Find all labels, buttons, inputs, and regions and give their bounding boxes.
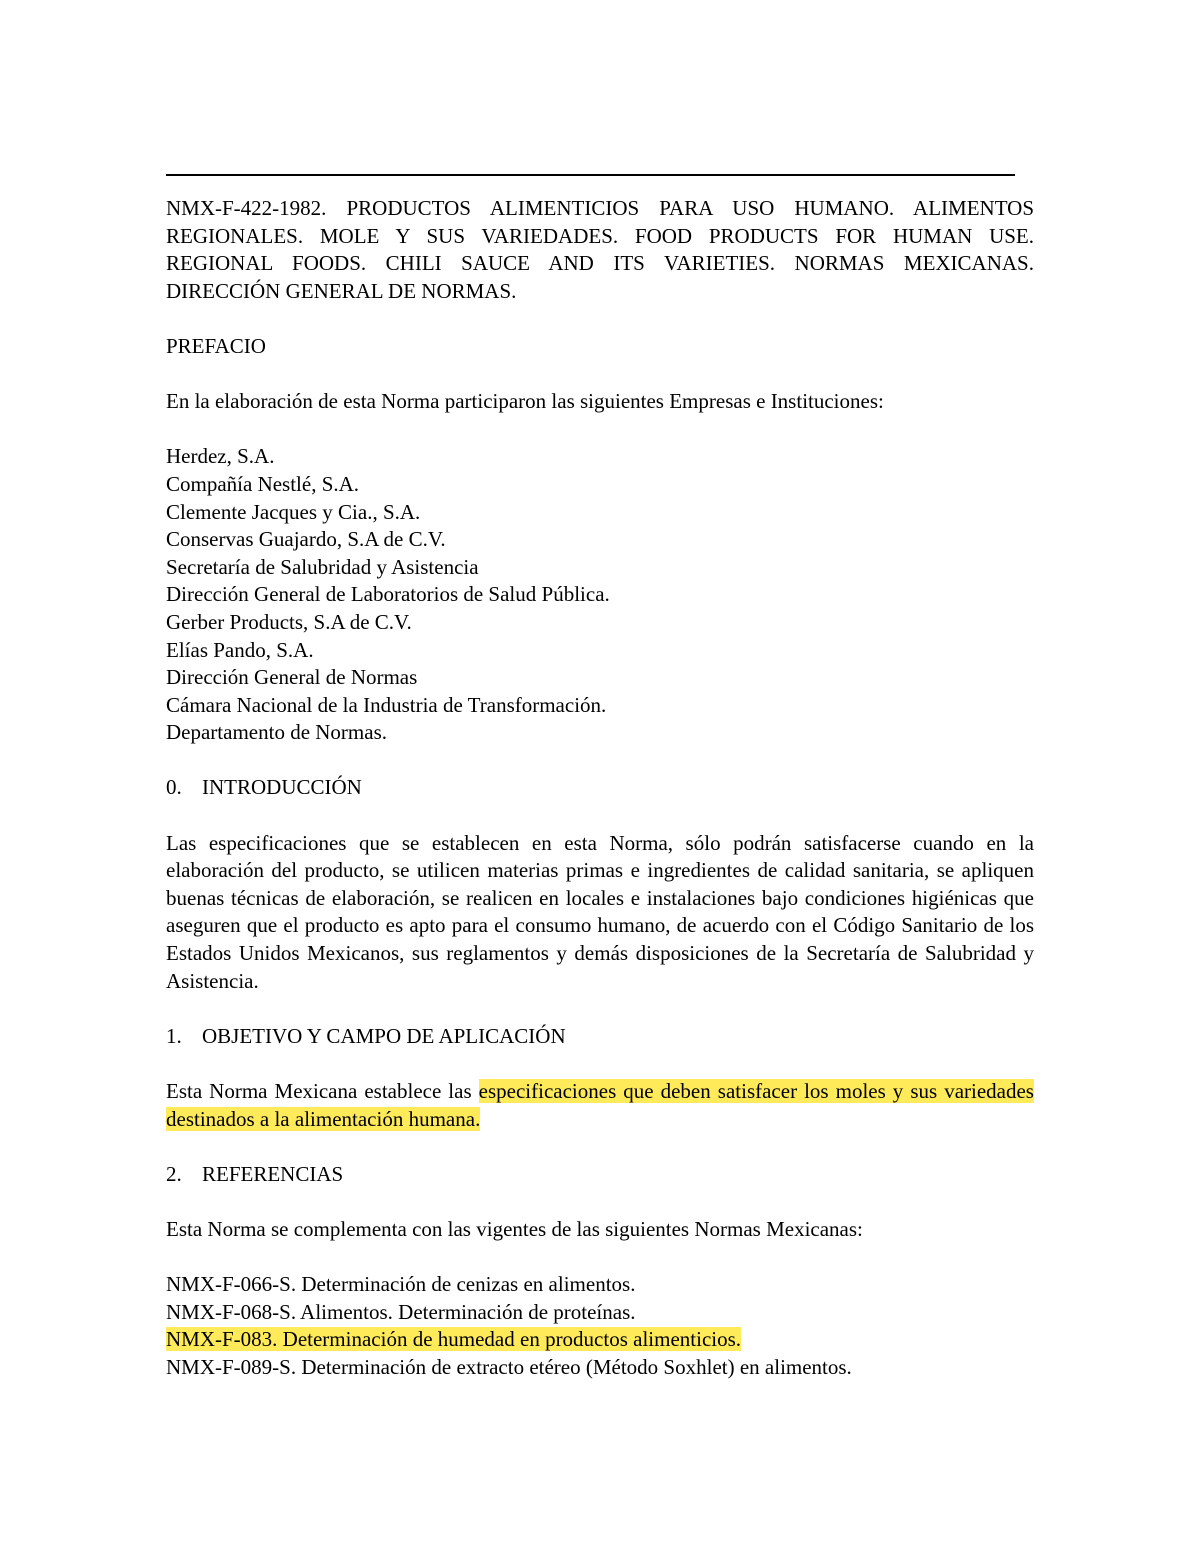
section-2-heading xyxy=(166,1161,1034,1189)
section-number: 2. xyxy=(166,1161,182,1186)
reference-item: NMX-F-066-S. Determinación de cenizas en alimentos. xyxy=(166,1272,636,1297)
section-title: INTRODUCCIÓN xyxy=(202,775,362,800)
section-title: OBJETIVO Y CAMPO DE APLICACIÓN xyxy=(202,1023,566,1048)
prefacio-heading: PREFACIO xyxy=(166,333,266,358)
document-content xyxy=(166,195,1034,1382)
prefacio-intro: En la elaboración de esta Norma participaron las siguientes Empresas e Instituciones: xyxy=(166,389,884,414)
section-number: 1. xyxy=(166,1023,182,1048)
participant-item: Elías Pando, S.A. xyxy=(166,637,314,662)
highlighted-text: especificaciones que deben satisfacer los moles y sus variedades destinados a la alimentación humana. xyxy=(166,1079,1034,1131)
section-1-heading xyxy=(166,1023,1034,1051)
reference-item-highlighted xyxy=(166,1326,1034,1354)
section-number: 0. xyxy=(166,775,182,800)
section-0-body: Las especificaciones que se establecen en esta Norma, sólo podrán satisfacerse cuando en la elaboración del producto, se utilicen materias primas e ingredientes de calidad sanitaria, se apliquen buenas técnicas de elaboración, se realicen en locales e instalaciones bajo condiciones higiénicas que aseguren que el producto es apto para el consumo humano, de acuerdo con el Código Sanitario de los Estados Unidos Mexicanos, sus reglamentos y demás disposiciones de la Secretaría de Salubridad y Asistencia. xyxy=(166,830,1034,993)
participant-item: Compañía Nestlé, S.A. xyxy=(166,471,360,496)
participants-list xyxy=(166,443,1034,747)
participant-item: Clemente Jacques y Cia., S.A. xyxy=(166,499,421,524)
participant-item: Departamento de Normas. xyxy=(166,720,388,745)
section-title: REFERENCIAS xyxy=(202,1161,344,1186)
reference-item: NMX-F-089-S. Determinación de extracto etéreo (Método Soxhlet) en alimentos. xyxy=(166,1354,852,1379)
top-rule xyxy=(166,174,1015,176)
participant-item: Secretaría de Salubridad y Asistencia xyxy=(166,554,479,579)
reference-item: NMX-F-068-S. Alimentos. Determinación de proteínas. xyxy=(166,1299,636,1324)
section-2-intro: Esta Norma se complementa con las vigentes de las siguientes Normas Mexicanas: xyxy=(166,1216,863,1241)
document-title: NMX-F-422-1982. PRODUCTOS ALIMENTICIOS PARA USO HUMANO. ALIMENTOS REGIONALES. MOLE Y SUS VARIEDADES. FOOD PRODUCTS FOR HUMAN USE. REGIONAL FOODS. CHILI SAUCE AND ITS VARIETIES. NORMAS MEXICANAS. DIRECCIÓN GENERAL DE NORMAS. xyxy=(166,196,1034,303)
section-1-body xyxy=(166,1078,1034,1133)
body-text: Esta Norma Mexicana establece las xyxy=(166,1079,479,1103)
participant-item: Cámara Nacional de la Industria de Transformación. xyxy=(166,692,607,717)
references-list xyxy=(166,1271,1034,1381)
section-0-heading xyxy=(166,774,1034,802)
participant-item: Conservas Guajardo, S.A de C.V. xyxy=(166,527,446,552)
participant-item: Dirección General de Laboratorios de Salud Pública. xyxy=(166,582,610,607)
highlighted-text: NMX-F-083. Determinación de humedad en productos alimenticios. xyxy=(166,1327,742,1352)
participant-item: Herdez, S.A. xyxy=(166,444,275,469)
participant-item: Dirección General de Normas xyxy=(166,665,418,690)
participant-item: Gerber Products, S.A de C.V. xyxy=(166,609,412,634)
